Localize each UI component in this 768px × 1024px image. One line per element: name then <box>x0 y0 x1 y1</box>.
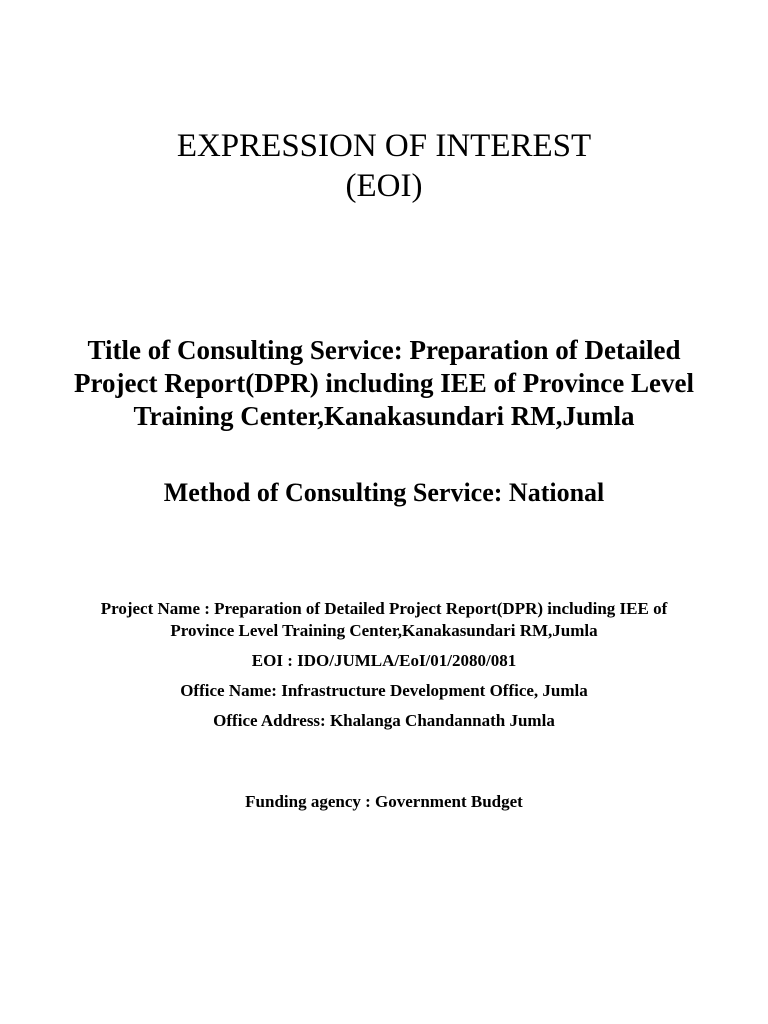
project-name-line-1: Project Name : Preparation of Detailed Project Report(DPR) including IEE of <box>100 599 668 618</box>
project-name-line-2: Province Level Training Center,Kanakasundari RM,Jumla <box>170 621 598 640</box>
office-address: Office Address: Khalanga Chandannath Jumla <box>213 711 555 730</box>
heading-line-2: (EOI) <box>345 168 423 204</box>
consulting-method: Method of Consulting Service: National <box>163 478 605 507</box>
eoi-number: EOI : IDO/JUMLA/EoI/01/2080/081 <box>251 651 517 670</box>
funding-agency: Funding agency : Government Budget <box>245 792 523 811</box>
office-name: Office Name: Infrastructure Development Office, Jumla <box>180 681 588 700</box>
heading-line-1: EXPRESSION OF INTEREST <box>176 128 592 164</box>
consulting-title-line-2: Project Report(DPR) including IEE of Province Level <box>74 368 694 398</box>
consulting-title-line-3: Training Center,Kanakasundari RM,Jumla <box>133 401 635 431</box>
consulting-title-line-1: Title of Consulting Service: Preparation of Detailed <box>87 335 681 365</box>
